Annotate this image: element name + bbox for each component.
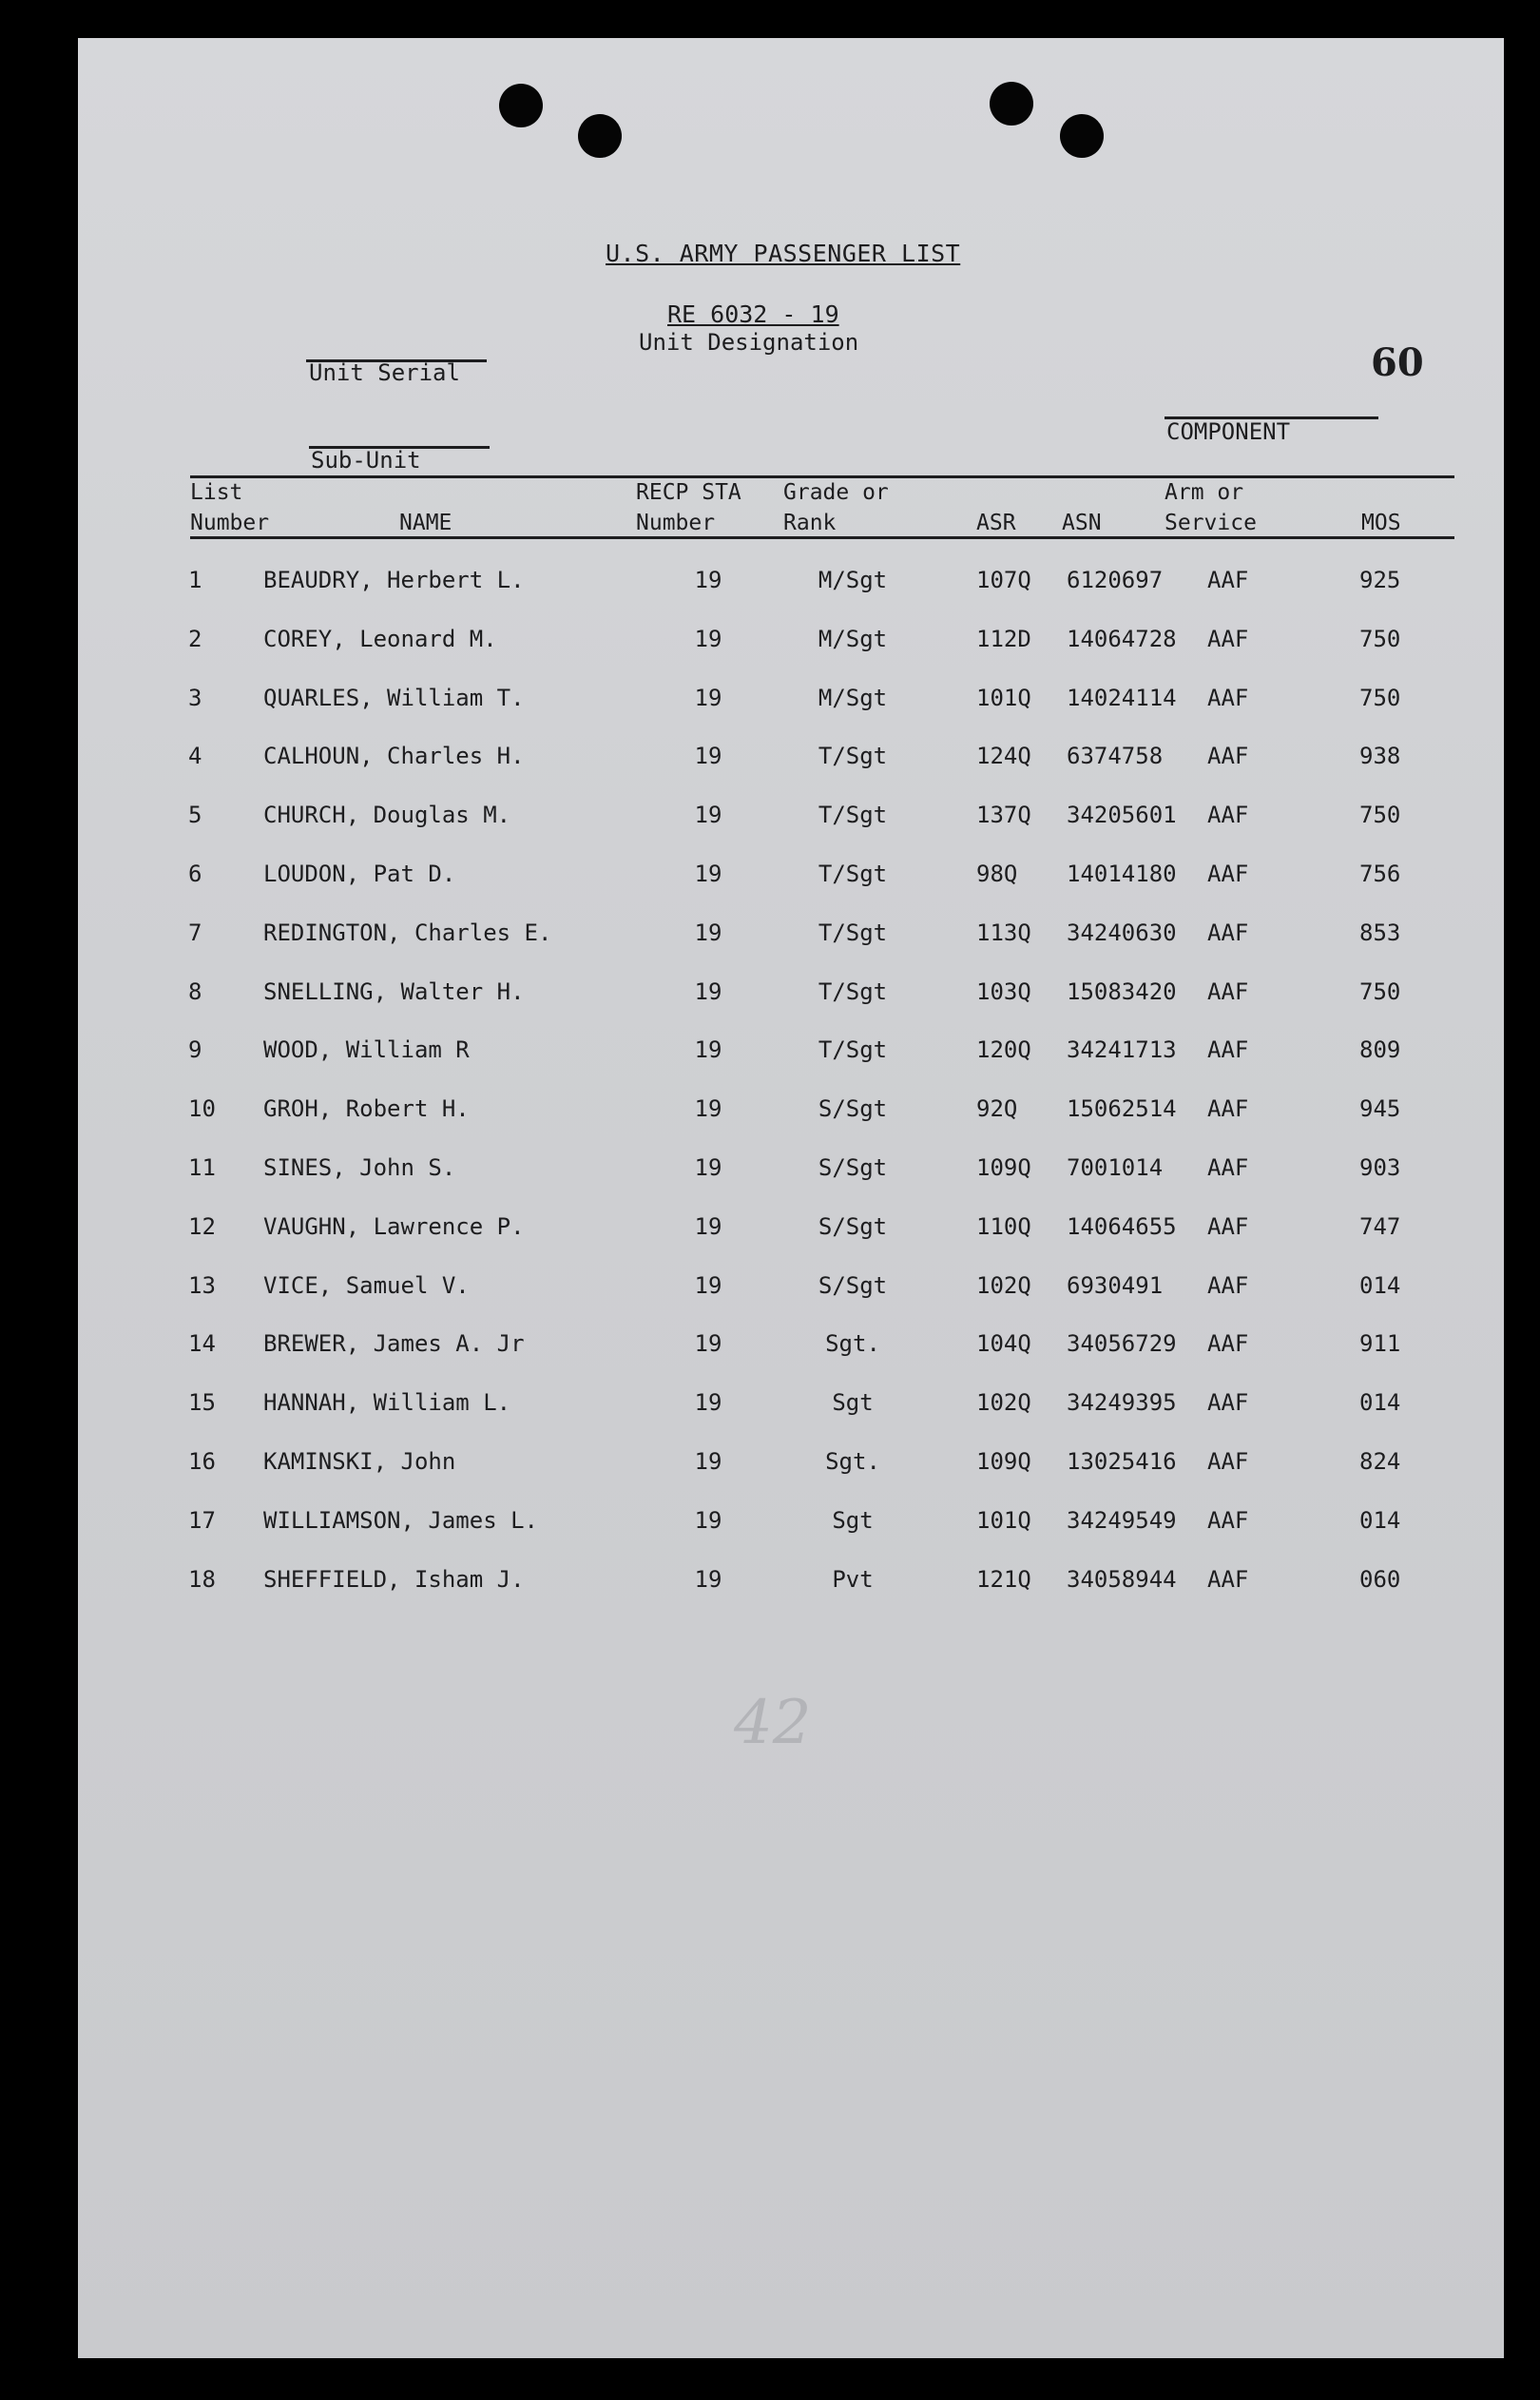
- list-number-cell: 14: [188, 1330, 216, 1358]
- grade-cell: T/Sgt: [818, 743, 888, 770]
- arm-service-cell: AAF: [1207, 919, 1249, 946]
- document-page: [78, 38, 1504, 2358]
- recp-sta-cell: 19: [694, 861, 722, 887]
- name-cell: LOUDON, Pat D.: [263, 861, 456, 887]
- grade-cell: Sgt.: [825, 1448, 880, 1475]
- mos-cell: 824: [1359, 1448, 1401, 1475]
- table-row: [78, 802, 1504, 840]
- asn-cell: 34241713: [1067, 1036, 1177, 1064]
- recp-sta-cell: 19: [694, 977, 722, 1005]
- asn-cell: 14064655: [1067, 1212, 1177, 1240]
- document-title: U.S. ARMY PASSENGER LIST: [606, 240, 961, 267]
- asr-cell: 109Q: [976, 1448, 1031, 1475]
- name-cell: VAUGHN, Lawrence P.: [263, 1212, 525, 1240]
- punch-hole: [578, 114, 622, 158]
- asr-cell: 104Q: [976, 1330, 1031, 1358]
- arm-service-cell: AAF: [1207, 1565, 1249, 1593]
- arm-service-cell: AAF: [1207, 1506, 1249, 1534]
- table-row: [78, 685, 1504, 723]
- asr-cell: 109Q: [976, 1154, 1031, 1181]
- asn-cell: 14064728: [1067, 625, 1177, 652]
- mos-cell: 060: [1359, 1565, 1401, 1593]
- mos-cell: 014: [1359, 1389, 1401, 1417]
- name-cell: COREY, Leonard M.: [263, 625, 497, 652]
- asr-cell: 107Q: [976, 567, 1031, 593]
- table-row: [78, 1389, 1504, 1427]
- asr-cell: 120Q: [976, 1036, 1031, 1064]
- asn-cell: 34056729: [1067, 1330, 1177, 1358]
- mos-cell: 809: [1359, 1036, 1401, 1064]
- arm-service-cell: AAF: [1207, 977, 1249, 1005]
- name-cell: SINES, John S.: [263, 1154, 456, 1181]
- list-number-cell: 15: [188, 1389, 216, 1417]
- name-cell: QUARLES, William T.: [263, 684, 525, 711]
- asn-cell: 15083420: [1067, 977, 1177, 1005]
- grade-cell: T/Sgt: [818, 977, 888, 1005]
- name-cell: WOOD, William R: [263, 1036, 470, 1064]
- recp-sta-cell: 19: [694, 1154, 722, 1181]
- mos-cell: 938: [1359, 743, 1401, 770]
- asr-cell: 113Q: [976, 919, 1031, 946]
- table-row: [78, 919, 1504, 958]
- arm-service-cell: AAF: [1207, 743, 1249, 770]
- list-number-cell: 5: [188, 802, 202, 829]
- asn-cell: 13025416: [1067, 1448, 1177, 1475]
- sub-unit-label: Sub-Unit: [311, 447, 421, 474]
- table-row: [78, 1154, 1504, 1192]
- header-bottom-rule: [190, 536, 1454, 539]
- recp-sta-cell: 19: [694, 1212, 722, 1240]
- asn-cell: 6120697: [1067, 567, 1164, 593]
- unit-designation-label: Unit Designation: [639, 329, 859, 356]
- mos-cell: 014: [1359, 1271, 1401, 1299]
- asn-cell: 34058944: [1067, 1565, 1177, 1593]
- mos-cell: 925: [1359, 567, 1401, 593]
- mos-cell: 750: [1359, 802, 1401, 829]
- asn-cell: 6374758: [1067, 743, 1164, 770]
- recp-sta-cell: 19: [694, 1448, 722, 1475]
- grade-cell: T/Sgt: [818, 1036, 888, 1064]
- table-row: [78, 1272, 1504, 1310]
- arm-service-cell: AAF: [1207, 1154, 1249, 1181]
- col-header-asr: ASR: [976, 511, 1016, 535]
- grade-cell: T/Sgt: [818, 919, 888, 946]
- list-number-cell: 10: [188, 1095, 216, 1123]
- grade-cell: Sgt: [832, 1506, 874, 1534]
- list-number-cell: 7: [188, 919, 202, 946]
- list-number-cell: 16: [188, 1448, 216, 1475]
- name-cell: BEAUDRY, Herbert L.: [263, 567, 525, 593]
- asn-cell: 14014180: [1067, 861, 1177, 887]
- table-row: [78, 567, 1504, 605]
- recp-sta-cell: 19: [694, 1271, 722, 1299]
- name-cell: CALHOUN, Charles H.: [263, 743, 525, 770]
- asr-cell: 110Q: [976, 1212, 1031, 1240]
- name-cell: VICE, Samuel V.: [263, 1271, 470, 1299]
- col-header-recp-sta: RECP STA Number: [636, 480, 741, 535]
- name-cell: REDINGTON, Charles E.: [263, 919, 552, 946]
- punch-hole: [1060, 114, 1104, 158]
- table-row: [78, 626, 1504, 664]
- table-row: [78, 1095, 1504, 1133]
- col-header-arm-service: Arm or Service: [1165, 480, 1257, 535]
- grade-cell: T/Sgt: [818, 802, 888, 829]
- list-number-cell: 4: [188, 743, 202, 770]
- grade-cell: M/Sgt: [818, 625, 888, 652]
- mos-cell: 903: [1359, 1154, 1401, 1181]
- recp-sta-cell: 19: [694, 684, 722, 711]
- table-row: [78, 1507, 1504, 1545]
- mos-cell: 911: [1359, 1330, 1401, 1358]
- recp-sta-cell: 19: [694, 919, 722, 946]
- asr-cell: 124Q: [976, 743, 1031, 770]
- name-cell: GROH, Robert H.: [263, 1095, 470, 1123]
- mos-cell: 756: [1359, 861, 1401, 887]
- arm-service-cell: AAF: [1207, 625, 1249, 652]
- list-number-cell: 6: [188, 861, 202, 887]
- col-header-list-number: List Number: [190, 480, 270, 535]
- col-header-grade: Grade or Rank: [783, 480, 889, 535]
- list-number-cell: 3: [188, 684, 202, 711]
- list-number-cell: 11: [188, 1154, 216, 1181]
- arm-service-cell: AAF: [1207, 1212, 1249, 1240]
- grade-cell: S/Sgt: [818, 1212, 888, 1240]
- list-number-cell: 12: [188, 1212, 216, 1240]
- list-number-cell: 8: [188, 977, 202, 1005]
- grade-cell: M/Sgt: [818, 567, 888, 593]
- table-row: [78, 743, 1504, 781]
- grade-cell: S/Sgt: [818, 1095, 888, 1123]
- arm-service-cell: AAF: [1207, 1330, 1249, 1358]
- mos-cell: 945: [1359, 1095, 1401, 1123]
- grade-cell: Sgt.: [825, 1330, 880, 1358]
- asn-cell: 14024114: [1067, 684, 1177, 711]
- arm-service-cell: AAF: [1207, 567, 1249, 593]
- name-cell: CHURCH, Douglas M.: [263, 802, 511, 829]
- mos-cell: 853: [1359, 919, 1401, 946]
- recp-sta-cell: 19: [694, 1036, 722, 1064]
- asr-cell: 102Q: [976, 1271, 1031, 1299]
- grade-cell: Pvt: [832, 1565, 874, 1593]
- asr-cell: 137Q: [976, 802, 1031, 829]
- mos-cell: 750: [1359, 684, 1401, 711]
- name-cell: SNELLING, Walter H.: [263, 977, 525, 1005]
- arm-service-cell: AAF: [1207, 1095, 1249, 1123]
- name-cell: SHEFFIELD, Isham J.: [263, 1565, 525, 1593]
- list-number-cell: 17: [188, 1506, 216, 1534]
- recp-sta-cell: 19: [694, 1095, 722, 1123]
- recp-sta-cell: 19: [694, 1565, 722, 1593]
- asn-cell: 34240630: [1067, 919, 1177, 946]
- list-number-cell: 13: [188, 1271, 216, 1299]
- asr-cell: 102Q: [976, 1389, 1031, 1417]
- unit-designation-value: RE 6032 - 19: [667, 300, 839, 328]
- mos-cell: 750: [1359, 977, 1401, 1005]
- asr-cell: 101Q: [976, 1506, 1031, 1534]
- name-cell: WILLIAMSON, James L.: [263, 1506, 538, 1534]
- col-header-name: NAME: [399, 511, 452, 535]
- punch-hole: [990, 82, 1033, 126]
- asn-cell: 7001014: [1067, 1154, 1164, 1181]
- asr-cell: 121Q: [976, 1565, 1031, 1593]
- asr-cell: 98Q: [976, 861, 1018, 887]
- recp-sta-cell: 19: [694, 567, 722, 593]
- list-number-cell: 18: [188, 1565, 216, 1593]
- recp-sta-cell: 19: [694, 743, 722, 770]
- recp-sta-cell: 19: [694, 802, 722, 829]
- arm-service-cell: AAF: [1207, 1389, 1249, 1417]
- arm-service-cell: AAF: [1207, 1271, 1249, 1299]
- table-row: [78, 978, 1504, 1016]
- component-label: COMPONENT: [1166, 418, 1291, 445]
- col-header-asn: ASN: [1062, 511, 1102, 535]
- table-row: [78, 861, 1504, 899]
- list-number-cell: 9: [188, 1036, 202, 1064]
- pencil-note: 42: [734, 1688, 812, 1758]
- recp-sta-cell: 19: [694, 1506, 722, 1534]
- name-cell: BREWER, James A. Jr: [263, 1330, 525, 1358]
- table-row: [78, 1330, 1504, 1368]
- asr-cell: 92Q: [976, 1095, 1018, 1123]
- grade-cell: S/Sgt: [818, 1271, 888, 1299]
- arm-service-cell: AAF: [1207, 861, 1249, 887]
- arm-service-cell: AAF: [1207, 684, 1249, 711]
- table-row: [78, 1036, 1504, 1074]
- asn-cell: 34249549: [1067, 1506, 1177, 1534]
- name-cell: KAMINSKI, John: [263, 1448, 456, 1475]
- asn-cell: 34249395: [1067, 1389, 1177, 1417]
- grade-cell: S/Sgt: [818, 1154, 888, 1181]
- mos-cell: 750: [1359, 625, 1401, 652]
- arm-service-cell: AAF: [1207, 1036, 1249, 1064]
- table-row: [78, 1566, 1504, 1604]
- mos-cell: 014: [1359, 1506, 1401, 1534]
- table-row: [78, 1213, 1504, 1251]
- asn-cell: 34205601: [1067, 802, 1177, 829]
- mos-cell: 747: [1359, 1212, 1401, 1240]
- list-number-cell: 2: [188, 625, 202, 652]
- asr-cell: 112D: [976, 625, 1031, 652]
- punch-hole: [499, 84, 543, 127]
- grade-cell: M/Sgt: [818, 684, 888, 711]
- col-header-mos: MOS: [1361, 511, 1401, 535]
- page-number: 60: [1371, 340, 1424, 385]
- arm-service-cell: AAF: [1207, 802, 1249, 829]
- asr-cell: 101Q: [976, 684, 1031, 711]
- recp-sta-cell: 19: [694, 1330, 722, 1358]
- asn-cell: 6930491: [1067, 1271, 1164, 1299]
- name-cell: HANNAH, William L.: [263, 1389, 511, 1417]
- recp-sta-cell: 19: [694, 625, 722, 652]
- table-row: [78, 1448, 1504, 1486]
- grade-cell: T/Sgt: [818, 861, 888, 887]
- list-number-cell: 1: [188, 567, 202, 593]
- recp-sta-cell: 19: [694, 1389, 722, 1417]
- arm-service-cell: AAF: [1207, 1448, 1249, 1475]
- grade-cell: Sgt: [832, 1389, 874, 1417]
- asn-cell: 15062514: [1067, 1095, 1177, 1123]
- asr-cell: 103Q: [976, 977, 1031, 1005]
- unit-serial-label: Unit Serial: [309, 359, 460, 386]
